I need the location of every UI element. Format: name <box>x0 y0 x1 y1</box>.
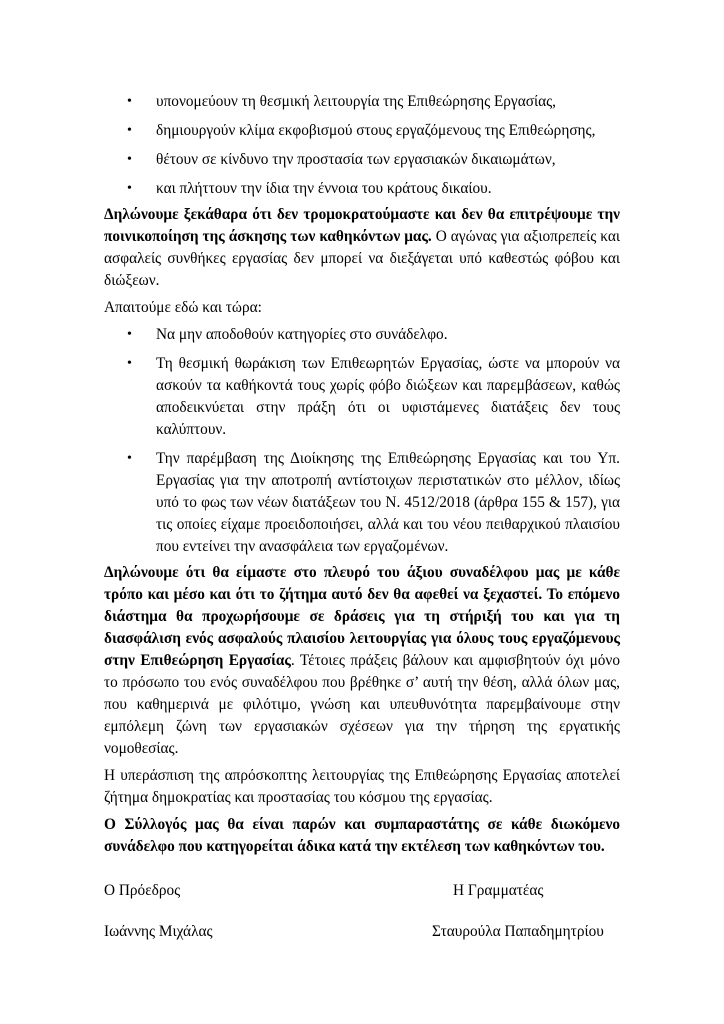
closing-bold-paragraph: Ο Σύλλογός μας θα είναι παρών και συμπαραστάτης σε κάθε διωκόμενο συνάδελφο που κατηγορείται άδικα κατά την εκτέλεση των καθηκόντων του. <box>104 816 620 855</box>
declaration-paragraph-1 <box>104 204 620 292</box>
bullet-text: Να μην αποδοθούν κατηγορίες στο συνάδελφο. <box>156 326 448 343</box>
declaration-2-regular-text: . Τέτοιες πράξεις βάλουν και αμφισβητούν όχι μόνο το πρόσωπο του ενός συναδέλφου που βρέθηκε σ’ αυτή την θέση, αλλά όλων μας, που καθημερινά με φιλότιμο, γνώση και υπευθυνότητα παρεμβαίνουμε στην εμπόλεμη ζώνη των εργασιακών σχέσεων για την τήρηση της εργατικής νομοθεσίας. <box>104 652 620 757</box>
list-item <box>104 149 620 171</box>
list-item <box>104 120 620 142</box>
defense-paragraph: Η υπεράσπιση της απρόσκοπτης λειτουργίας της Επιθεώρησης Εργασίας αποτελεί ζήτημα δημοκρατίας και προστασίας του κόσμου της εργασίας. <box>104 767 620 806</box>
list-item <box>104 448 620 558</box>
signature-right-title: Η Γραμματέας <box>453 882 544 899</box>
bullet-text: Τη θεσμική θωράκιση των Επιθεωρητών Εργασίας, ώστε να μπορούν να ασκούν τα καθήκοντά τους χωρίς φόβο διώξεων και παρεμβάσεων, καθώς αποδεικνύεται στην πράξη ότι οι υφιστάμενες διατάξεις δεν τους καλύπτουν. <box>156 355 620 438</box>
declaration-2-bold-lead: Δηλώνουμε ότι θα είμαστε στο πλευρό του άξιου συναδέλφου μας με κάθε τρόπο και μέσο και ότι το ζήτημα αυτό δεν θα αφεθεί να ξεχαστεί. Το επόμενο διάστημα θα προχωρήσουμε σε δράσεις για τη στήριξή του και για τη διασφάλιση ενός ασφαλούς πλαισίου λειτουργίας για όλους τους εργαζόμενους στην Επιθεώρηση Εργασίας <box>104 564 620 669</box>
signature-block <box>104 880 620 943</box>
bullet-icon: • <box>127 152 132 167</box>
bullet-text: θέτουν σε κίνδυνο την προστασία των εργασιακών δικαιωμάτων, <box>156 151 556 168</box>
declaration-paragraph-2 <box>104 562 620 760</box>
bullet-icon: • <box>127 181 132 196</box>
signature-right-name: Σταυρούλα Παπαδημητρίου <box>432 923 604 940</box>
list-item <box>104 178 620 200</box>
bullet-text: Την παρέμβαση της Διοίκησης της Επιθεώρησης Εργασίας και του Υπ. Εργασίας για την αποτροπή αντίστοιχων περιστατικών στο μέλλον, ιδίως υπό το φως των νέων διατάξεων του Ν. 4512/2018 (άρθρα 155 & 157), για τις οποίες είχαμε προειδοποιήσει, αλλά και του νέου πειθαρχικού πλαισίου που εντείνει την ανασφάλεια των εργαζομένων. <box>156 450 620 555</box>
demands-bullet-list <box>104 324 620 558</box>
declaration-1-regular-text: Ο αγώνας για αξιοπρεπείς και ασφαλείς συνθήκες εργασίας δεν μπορεί να διεξάγεται υπό καθεστώς φόβου και διώξεων. <box>104 228 620 289</box>
list-item <box>104 91 620 113</box>
list-item <box>104 324 620 346</box>
bullet-text: και πλήττουν την ίδια την έννοια του κράτους δικαίου. <box>156 180 492 197</box>
bullet-icon: • <box>127 123 132 138</box>
declaration-1-bold-lead: Δηλώνουμε ξεκάθαρα ότι δεν τρομοκρατούμαστε και δεν θα επιτρέψουμε την ποινικοποίηση της άσκησης των καθηκόντων μας. <box>104 206 620 245</box>
signature-names-row <box>104 921 620 943</box>
signature-left-title: Ο Πρόεδρος <box>104 882 181 899</box>
intro-bullet-list <box>104 91 620 200</box>
bullet-icon: • <box>127 356 132 371</box>
bullet-icon: • <box>127 327 132 342</box>
signature-left-name: Ιωάννης Μιχάλας <box>104 923 213 940</box>
bullet-text: δημιουργούν κλίμα εκφοβισμού στους εργαζόμενους της Επιθεώρησης, <box>156 122 596 139</box>
bullet-text: υπονομεύουν τη θεσμική λειτουργία της Επιθεώρησης Εργασίας, <box>156 93 556 110</box>
bullet-icon: • <box>127 451 132 466</box>
bullet-icon: • <box>127 94 132 109</box>
demands-intro-paragraph: Απαιτούμε εδώ και τώρα: <box>104 299 262 316</box>
signature-titles-row <box>104 880 620 902</box>
list-item <box>104 353 620 441</box>
